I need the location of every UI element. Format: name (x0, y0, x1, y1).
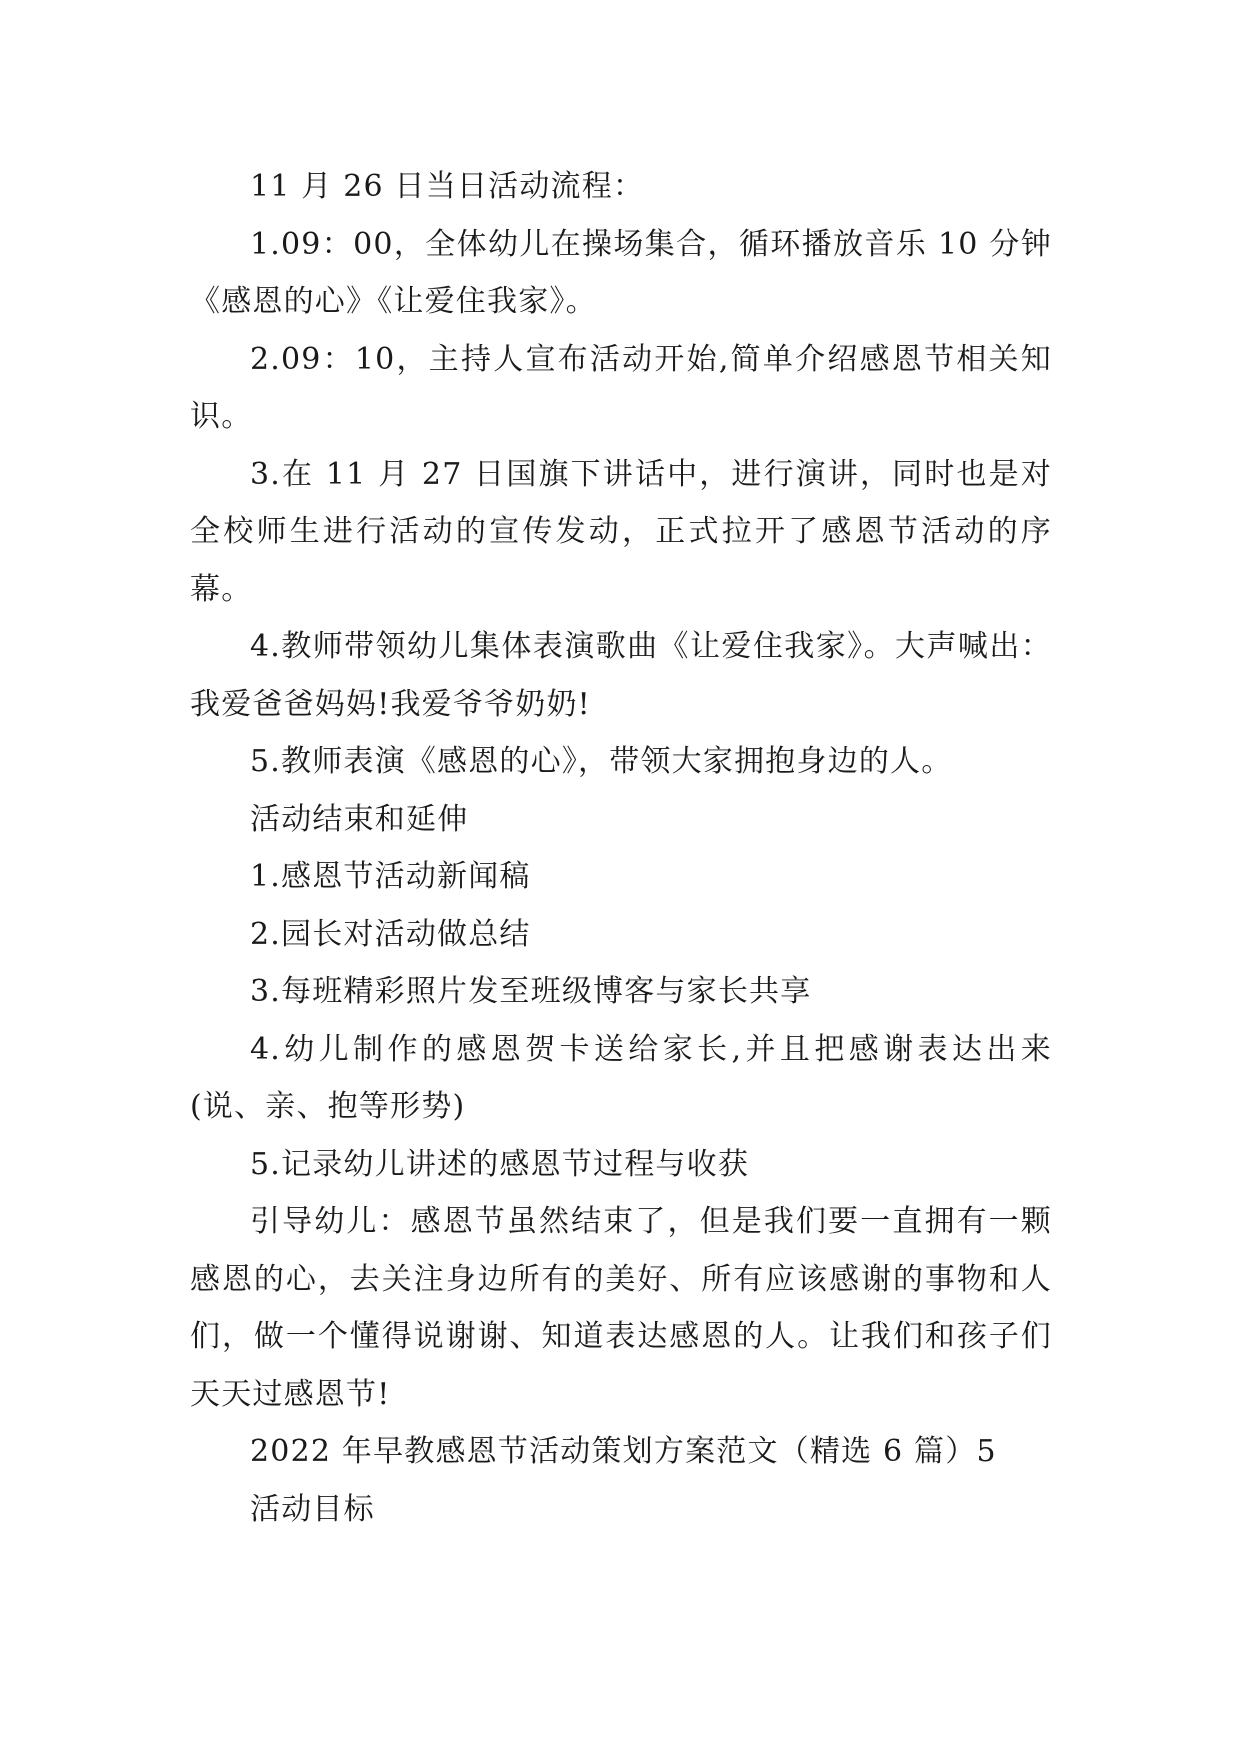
paragraph-guidance: 引导幼儿：感恩节虽然结束了，但是我们要一直拥有一颗感恩的心，去关注身边所有的美好、所有应该感谢的事物和人们，做一个懂得说谢谢、知道表达感恩的人。让我们和孩子们天天过感恩节! (190, 1204, 1052, 1412)
paragraph-extension-5: 5.记录幼儿讲述的感恩节过程与收获 (250, 1146, 750, 1182)
paragraph-schedule-heading: 11 月 26 日当日活动流程： (250, 169, 645, 204)
paragraph-step-2: 2.09：10，主持人宣布活动开始,简单介绍感恩节相关知识。 (190, 341, 1052, 434)
paragraph-extension-1: 1.感恩节活动新闻稿 (250, 859, 531, 894)
paragraph-extension-4: 4.幼儿制作的感恩贺卡送给家长,并且把感谢表达出来(说、亲、抱等形势) (190, 1031, 1052, 1124)
paragraph-extension-2: 2.园长对活动做总结 (250, 916, 531, 952)
paragraph-step-3: 3.在 11 月 27 日国旗下讲话中，进行演讲，同时也是对全校师生进行活动的宣传发动，正式拉开了感恩节活动的序幕。 (190, 456, 1052, 607)
paragraph-extension-heading: 活动结束和延伸 (250, 801, 469, 837)
paragraph-goal-heading: 活动目标 (250, 1491, 375, 1527)
paragraph-step-5: 5.教师表演《感恩的心》，带领大家拥抱身边的人。 (250, 744, 953, 779)
paragraph-section-title: 2022 年早教感恩节活动策划方案范文（精选 6 篇）5 (250, 1434, 997, 1469)
paragraph-extension-3: 3.每班精彩照片发至班级博客与家长共享 (250, 974, 812, 1009)
paragraph-step-1: 1.09：00，全体幼儿在操场集合，循环播放音乐 10 分钟《感恩的心》《让爱住我家》。 (190, 226, 1052, 319)
document-page (190, 158, 1052, 1538)
paragraph-step-4: 4.教师带领幼儿集体表演歌曲《让爱住我家》。大声喊出：我爱爸爸妈妈!我爱爷爷奶奶! (190, 629, 1052, 722)
